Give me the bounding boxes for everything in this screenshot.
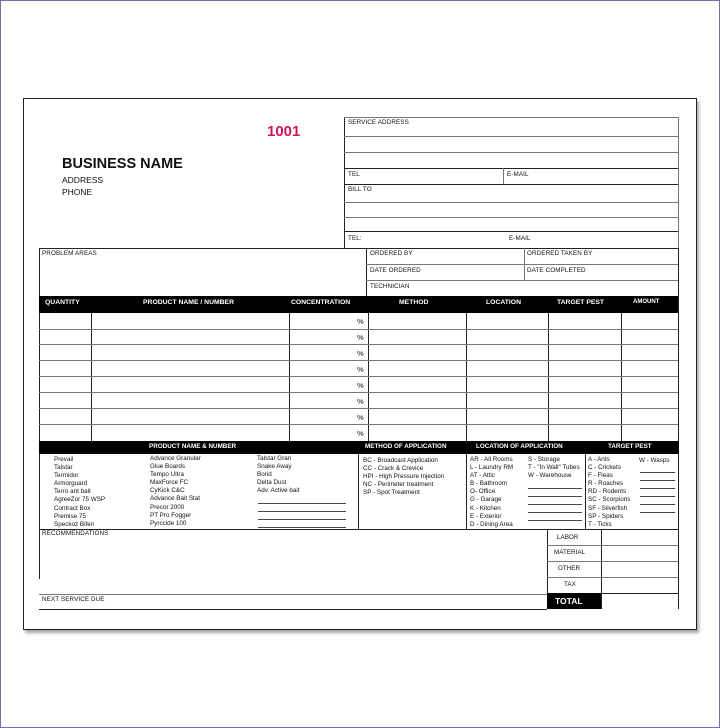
write-in-line xyxy=(258,519,346,520)
invoice-number: 1001 xyxy=(267,123,301,140)
products-list-3: Talstar Gran Snake Away Borid Delta Dust Adv. Active bait xyxy=(257,455,300,495)
legend-method-title: METHOD OF APPLICATION xyxy=(365,443,447,450)
write-in-line xyxy=(258,527,346,528)
divider xyxy=(91,313,92,441)
legend-target-title: TARGET PEST xyxy=(608,443,652,450)
invoice-form xyxy=(23,98,697,630)
technician-label: TECHNICIAN xyxy=(370,283,410,290)
products-list-1: Prevail Talstar Termidor Armorguard Terro ant bait AgreeZor 75 WSP Contract Box Premise 75 Speckoz Bifen xyxy=(54,456,106,528)
col-target-pest: TARGET PEST xyxy=(557,299,605,306)
locations-list-2: S - Storage T - "In Wall" Tubes W - Warehouse xyxy=(528,456,580,480)
products-list-2: Advance Granular Glue Boards Tempo Ultra MaxForce FC CyKick C&C Advance Bait Stat Precor 2000 PT Pro Fogger Pyrccide 100 xyxy=(150,455,201,527)
divider xyxy=(548,313,549,441)
tel-label: TEL xyxy=(348,171,360,178)
divider xyxy=(344,117,678,118)
divider xyxy=(368,313,369,441)
percent-mark: % xyxy=(357,397,364,406)
product-table-header xyxy=(39,296,679,313)
locations-list-1: AR - All Rooms L - Laundry RM AT - Attic B - Bathroom O- Office G - Garage K - Kitchen E - Exterior D - Dining Area xyxy=(470,456,514,528)
write-in-line xyxy=(640,504,675,505)
write-in-line xyxy=(528,504,582,505)
write-in-line xyxy=(258,511,346,512)
write-in-line xyxy=(528,488,582,489)
col-location: LOCATION xyxy=(486,299,521,306)
email-label: E-MAIL xyxy=(507,171,529,178)
legend-header xyxy=(39,441,679,454)
percent-mark: % xyxy=(357,429,364,438)
material-label: MATERIAL xyxy=(554,549,586,556)
problem-areas-label: PROBLEM AREAS xyxy=(42,250,97,257)
legend-location-title: LOCATION OF APPLICATION xyxy=(476,443,563,450)
divider xyxy=(366,248,367,296)
divider xyxy=(344,152,678,153)
col-method: METHOD xyxy=(399,299,429,306)
divider xyxy=(466,313,467,441)
date-ordered-label: DATE ORDERED xyxy=(370,267,421,274)
divider xyxy=(621,313,622,441)
bill-to-label: BILL TO xyxy=(348,186,372,193)
methods-list: BC - Broadcast Application CC - Crack & Crevice HPI - High Pressure Injection NC - Perimeter treatment SP - Spot Treatment xyxy=(363,457,445,497)
divider xyxy=(547,545,678,546)
divider xyxy=(547,561,678,562)
email2-label: E-MAIL xyxy=(509,235,531,242)
divider xyxy=(344,184,678,185)
write-in-line xyxy=(640,512,675,513)
divider xyxy=(585,454,586,529)
divider xyxy=(344,136,678,137)
ordered-by-label: ORDERED BY xyxy=(370,250,413,257)
col-amount: AMOUNT xyxy=(633,299,660,305)
write-in-line xyxy=(640,488,675,489)
legend-product-title: PRODUCT NAME & NUMBER xyxy=(149,443,237,450)
percent-mark: % xyxy=(357,413,364,422)
percent-mark: % xyxy=(357,333,364,342)
pests-list-2: W - Wasps xyxy=(639,457,670,464)
business-address: ADDRESS xyxy=(62,175,104,185)
divider xyxy=(39,594,547,595)
divider xyxy=(344,217,678,218)
table-row xyxy=(39,376,678,377)
tax-label: TAX xyxy=(564,581,576,588)
percent-mark: % xyxy=(357,349,364,358)
divider xyxy=(601,529,602,609)
table-row xyxy=(39,392,678,393)
divider xyxy=(358,454,359,529)
divider xyxy=(678,529,679,609)
labor-label: LABOR xyxy=(557,534,579,541)
order-taken-by-label: ORDERED TAKEN BY xyxy=(527,250,593,257)
date-completed-label: DATE COMPLETED xyxy=(527,267,586,274)
business-phone: PHONE xyxy=(62,187,93,197)
col-concentration: CONCENTRATION xyxy=(291,299,351,306)
divider xyxy=(39,529,679,530)
total-label: TOTAL xyxy=(547,593,601,609)
table-row xyxy=(39,408,678,409)
write-in-line xyxy=(528,496,582,497)
table-row xyxy=(39,360,678,361)
table-row xyxy=(39,424,678,425)
table-row xyxy=(39,329,678,330)
divider xyxy=(344,202,678,203)
divider xyxy=(547,577,678,578)
write-in-line xyxy=(528,512,582,513)
write-in-line xyxy=(640,496,675,497)
next-service-label: NEXT SERVICE DUE xyxy=(42,596,105,603)
divider xyxy=(678,117,679,248)
pests-list-1: A - Ants C - Crickets F - Fleas R - Roaches RD - Rodents SC - Scorpions SF - Silverfish SP - Spiders T - Ticks xyxy=(588,456,631,528)
divider xyxy=(366,264,678,265)
percent-mark: % xyxy=(357,317,364,326)
tel2-label: TEL: xyxy=(348,235,362,242)
other-label: OTHER xyxy=(558,565,581,572)
write-in-line xyxy=(640,472,675,473)
write-in-line xyxy=(528,520,582,521)
divider xyxy=(289,313,290,441)
divider xyxy=(466,454,467,529)
recommendations-label: RECOMMENDATIONS xyxy=(42,530,109,537)
col-quantity: QUANTITY xyxy=(45,299,80,306)
table-row xyxy=(39,344,678,345)
percent-mark: % xyxy=(357,381,364,390)
divider xyxy=(344,168,678,169)
business-name: BUSINESS NAME xyxy=(62,156,183,172)
divider xyxy=(503,168,504,184)
divider xyxy=(344,231,678,232)
divider xyxy=(39,248,678,249)
service-address-label: SERVICE ADDRESS xyxy=(348,119,409,126)
percent-mark: % xyxy=(357,365,364,374)
divider xyxy=(39,609,547,610)
write-in-line xyxy=(258,503,346,504)
divider xyxy=(366,280,678,281)
write-in-line xyxy=(640,480,675,481)
col-product: PRODUCT NAME / NUMBER xyxy=(143,299,235,306)
